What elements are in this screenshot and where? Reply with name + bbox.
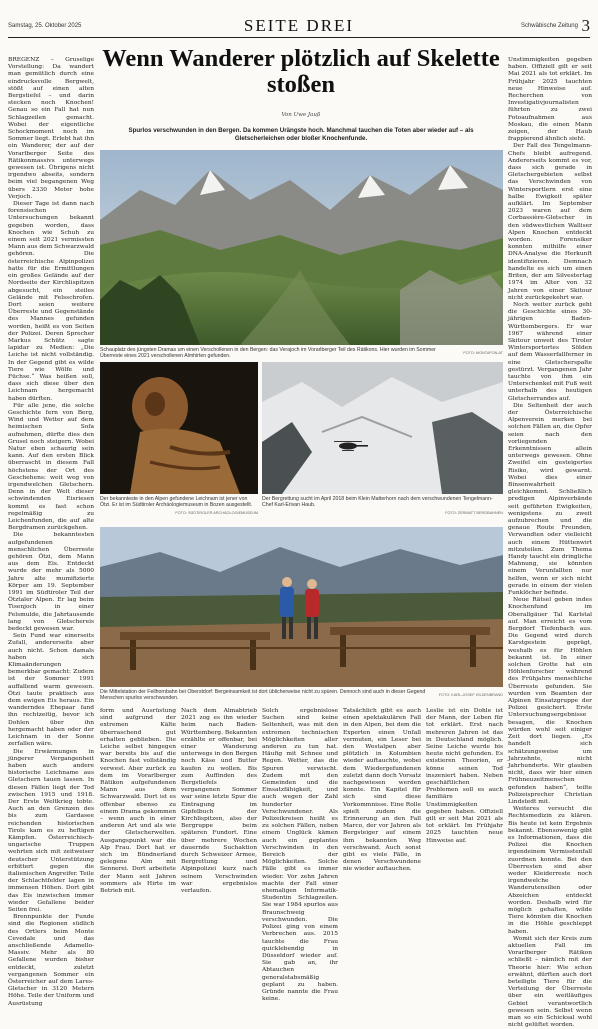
paragraph: Brennpunkte der Funde sind die Regionen südlich des Ortlers beim Monte Cevedale und das anschließende Adamello-Massiv. Mehr als 80 Gefallene wurden bisher entdeckt, zuletzt vergangenen Sommer ein Österreicher auf dem Lares-Gletscher in 3120 Metern Höhe. Teile der Uniform und Ausrüstung: [8, 914, 94, 1007]
photo-credit-heli: FOTO: ZERMATT BERGBAHNEN: [445, 511, 503, 515]
photo-caption-heli: Der Bergrettung sucht im April 2018 beim Klein Matterhorn nach dem verschwundenen Tengelmann-Chef Karl-Erivan Haub.: [262, 496, 493, 509]
helicopter-search-photo: [262, 362, 503, 494]
paragraph: Leslie ist ein Dohle ist der Mann, der Leben für tot erklärt. Erst nach mehreren Jahren ist das in Deutschland möglich.: [426, 708, 503, 743]
photo-credit-bench: FOTO: KARL-JOSEF HILDENBRAND: [438, 693, 503, 697]
paragraph: Tatsächlich gibt es auch einen spektakulären Fall in den Alpen, bei dem die Experten einen Unfall vermuten, ein Leser bei den Westalpen aber plötzlich in Kolumbien wieder auftauchte, wobei dem Wiedergefundenen zuletzt dann doch Vorsatz nachgewiesen werden konnte. Ein Kapitel für sich sind diese Vorkommnisse.: [343, 708, 421, 808]
photo-credit-oetzi: FOTO: SÜDTIROLER ARCHÄOLOGIEMUSEUM: [175, 511, 258, 515]
oetzi-mummy-photo: [100, 362, 258, 494]
page-number: 3: [581, 16, 590, 35]
hikers-on-terrace-image: [100, 527, 503, 687]
article-column-5: [343, 708, 421, 873]
paragraph: Die bekanntesten aufgefundenen menschlichen Überreste gehören Ötzi, dem Mann aus dem Eis. Entdeckt wurde der mehr als 5000 Jahre alte mumifizierte Körper am 19. September 1991 im Südtiroler Teil der Ötztaler Alpen. Er lag beim Tisenjoch in einer Felsmulde, die Jahrtausende lang von Gletschereis bedeckt gewesen war.: [8, 532, 94, 633]
paragraph: Neue Rätsel geben indes Knochenfund im Oberallgäuer Tal Karlstal auf. Man erreicht es vom Bergdorf Tiefenbach aus. Die Gegend wird durch Karstgestein geprägt, weshalb es für Höhlen bekannt ist. In einer solchen Grotte hat ein Höhlenforscher während des Frühjahrs menschliche Überreste gefunden. Sie wurden von Beamten der Alpinen Einsatzgruppe der Polizei gesichert. Erste Untersuchungsergebnisse besagen, die Knochen würden wohl seit einiger Zeit dort liegen. „Es handelt sich schätzungsweise um Jahrzehnte, nicht Jahrhunderte. Wir glauben nicht, dass wir hier einen Frühneuzeitmenschen gefunden haben“, teilte Polizeisprecher Christian Lindstedt mit.: [508, 597, 592, 805]
snowy-mountain-helicopter-image: [262, 362, 503, 494]
paragraph: Aber zurück zu dem im Vorarlberger Rätikon aufgefundenen Mann aus dem Schwarzwald. Dort ist es offenbar ebenso zu einem Drama gekommen – wenn auch in einer anderen Art und als wie der Gletscherwelten. Ausgangspunkt war die Alp Frau. Dort hat er sich im Bündnerland gelegene Alm mit Sennerei. Dort arbeitete der Mann seit Jahren sommers als Hirte im Betrieb mit.: [100, 765, 176, 895]
paragraph: Weiteres versucht die Rechtsmedizin zu klären. Bis heute ist kein Ergebnis bekannt. Ebensowenig gibt es Informationen, dass die Polizei die Knochen irgendeinem Vermisstenfall zuordnen konnte. Bei den Überresten sind aber weder Kleiderreste noch irgendwelche Wanderutensilien oder Abzeichen entdeckt worden. Deshalb wird für möglich gehalten, wilde Tiere könnten die Knochen in die Höhle geschleppt haben.: [508, 806, 592, 935]
page-header: [8, 16, 590, 38]
photo-caption-bench: Die Mittelstation der Fellhornbahn bei Oberstdorf: Bergeinsamkeit ist dort üblicherweise nicht zu spüren. Dennoch sind auch in dieser Gegend Menschen spurlos verschwunden.: [100, 689, 426, 702]
photo-caption-main: Schauplatz des jüngsten Dramas um einen Verschollenen in den Bergen: das Verajoch im Vorarlberger Teil des Rätikons. Hier wurden im Sommer Überreste eines 2021 verschollenen Almhirten gefunden.: [100, 347, 436, 360]
paragraph: Der Fall des Tengelmann-Chefs bleibt aufregend. Andererseits kommt es vor, dass sich gerade in Gletschergebieten selbst das Verschwinden von Wintersportlern erst eine halbe Ewigkeit später aufklärt. Im September 2023 waren auf dem Corbassière-Gletscher in den südwestlichen Walliser Alpen Knochen entdeckt worden. Forensiker konnten mithilfe einer DNA-Analyse die Herkunft identifizieren. Demnach handelte es sich um einen Briten, der am Silvestertag 1974 im Alter von 32 Jahren von einer Skitour nicht zurückgekehrt war.: [508, 143, 592, 301]
paragraph: Eine Rolle spielt zudem die Erinnerung an den Fall Marco, der vor Jahren als Bergsteiger auf einem ihm bekannten Weg verschwand. Auch sonst gibt es viele Fälle, in denen Verschwundene nie wieder auftauchen.: [343, 801, 421, 873]
article-column-4: [262, 708, 338, 1003]
paragraph: Unstimmigkeiten gegeben haben. Offiziell gilt er seit Mai 2021 als tot erklärt. Im Frühjahr 2025 tauchten neue Hinweise auf. Recherchen von Investigativjournalisten führten zu zwei Fotoaufnahmen aus Moskau, die einen Mann zeigen, der Haub frappierend ähnlich sieht.: [508, 57, 592, 143]
section-title: SEITE DREI: [243, 16, 355, 35]
paragraph: Als Polizeikreisen heißt es zu solchen Fällen, neben einem Unglück kämen auch ein geplantes Verschwinden in den Bereich der Möglichkeiten. Solche Fälle gibt es immer wieder. Vor zehn Jahren machte der Fall einer ehemaligen Informatik-Studentin Schlagzeilen. Sie war 1984 spurlos aus Braunschweig verschwunden. Die Polizei ging von einem Verbrechen aus. 2015 tauchte die Frau quicklebendig in Düsseldorf wieder auf. Sie gab an, ihr Abtauchen generalstabsmäßig geplant zu haben. Gründe nannte die Frau keine.: [262, 808, 338, 1003]
article-headline: Wenn Wanderer plötzlich auf Skelette stoßen: [102, 45, 500, 98]
paragraph: Dieser Tage ist dann nach forensischen Untersuchungen bekannt gegeben worden, dass Knochen wie Schuh zu einem seit 2021 vermissten Mann aus dem Schwarzwald gehören. Die österreichische Alpinpolizei hatte für die Ermittlungen ein großes Gelände auf der Nordseite der Kirchlispitzen abgesucht, ein steiles Gelände mit Felsschrofen. Dort seien weitere Überreste und Gegenstände des Mannes gefunden worden, heißt es von Seiten der Polizei. Deren Sprecher Markus Schütz sagte lapidar zu Medien: „Die Leiche ist nicht vollständig. In der Gegend gibt es wilde Tiere wie Wölfe und Füchse.“ Was heißen soll, dass sich diese über den Leichnam hergemacht haben dürften.: [8, 201, 94, 402]
mummy-image: [100, 362, 258, 494]
paragraph: Unstimmigkeiten gegeben haben. Offiziell gilt er seit Mai 2021 als tot erklärt. Im Frühjahr 2025 tauchten neue Hinweise auf.: [426, 801, 503, 844]
article-column-6: [426, 708, 503, 868]
paragraph: Noch weiter zurück geht die Geschichte eines 30-jährigen Baden-Württembergers. Er war 1967 während einer Skitour unweit des Tiroler Wintersportortes Sölden auf dem Wasserfallferner in eine Gletscherspalte gestürzt. Vergangenen Jahr tauchte von ihm ein Unterschenkel mit Fuß weit unterhalb des heutigen Gletscherrandes auf.: [508, 301, 592, 402]
byline: Von Uwe Jauß: [281, 112, 321, 118]
paragraph: Solch ergebnislose Suchen sind keine Seltenheit, was mit den extremen technischen Möglichkeiten aller anderen zu tun hat. Häufig mit Schnee und Regen. Wetter, das die Spuren verwischt. Zudem mit den Gemeinden und die Einsatzfähigkeit, und auch wegen der Zahl hunderter Verschwundener.: [262, 708, 338, 815]
paragraph: Seine Leiche wurde bis heute nicht gefunden. Es existieren Theorien, er könne seinen Tod inszeniert haben. Neben geschäftlichen Problemen soll es auch familiäre: [426, 744, 503, 801]
paragraph: BREGENZ – Gruselige Vorstellung: Da wandert man gemütlich durch eine eindrucksvolle Bergwelt, stößt auf einen alten Bergstiefel – und darin stecken noch Knochen! Genau so ein Fall hat nun Schlagzeilen gemacht. Wobei der eigentliche Schockmoment noch im Sommer liegt. Erlebt hat ihn ein Wanderer, der auf der Vorarlberger Seite des Rätikonmassivs unterwegs gewesen ist. Übrigens nicht irgendwo abseits, sondern beim viel begangenen Weg übers 2330 Meter hohe Verjoch.: [8, 57, 94, 200]
paragraph: Die Seltenheit der auch der Österreichische Alpenverein merken bei solchen Fällen an, die Opfer seien nach den vorliegenden Erkenntnissen allein unterwegs gewesen. Ohne Zweifel ein gesteigertes Risiko, wird gewarnt. Wobei dies einer Binsenwahrheit gleichkommt. Schließlich predigen Alpinverbände seit geführten Ewigkeiten, wenigstens zu zweit aufzubrechen und die genaue Route Freunden, Verwandten oder vielleicht auch einem Hüttenwirt mitzuteilen. Zum Thema Handy taucht ein dringliche Mahnung, sie könnten einem Verunfallten nur helfen, wenn er sich nicht gerade in einem der vielen Funklöcher befinde.: [508, 402, 592, 597]
article-column-right: [508, 57, 592, 1029]
paragraph: Womit sich der Kreis zum aktuellen Fall im Vorarlberger Rätikon schließt – nämlich mit der Theorie hier: Wie schon erwähnt, dürften auch dort beteiligte Tiere für die Verteilung der Überreste über ein weitläufiges Gebiet verantwortlich gewesen sein. Selbst wenn man so ein Schicksal wohl nicht gelüftet worden.: [508, 935, 592, 1029]
paragraph: Sein Fund war einerseits Zufall, andererseits aber auch nicht. Schon damals haben sich Klimaänderungen bemerkbar gemacht: Zudem ist der Sommer 1991 auffallend warm gewesen. Ötzi taute praktisch aus dem ewigen Eis heraus. Ein wanderndes Ehepaar fand ihn rechtzeitig, bevor ich Dohlen über ihn hergemacht haben oder der Leichnam in der Sonne zerfallen wäre.: [8, 633, 94, 748]
mountain-landscape-image: [100, 150, 503, 345]
paragraph: Nach dem Almabtrieb 2021 zog es ihn wieder heim nach Baden-Württemberg. Bekannten erzählte er offenbar, bei einer Wanderung unterwegs in den Bergen noch Käse und Butter kaufen zu wollen. Bis zum Auffinden des Bergstiefels vergangenen Sommer war seine letzte Spur die Eintragung im Gipfelbuch der Kirchlispitzen, also der Bergruppe beim späteren Fundort. Eine über mehrere Wochen dauernde Suchaktion durch Schweizer Armee, Bergrettung und Alpinpolizei kurz nach seinem Verschwinden war ergebnislos verlaufen.: [181, 708, 257, 895]
article-column-1: [8, 57, 94, 1007]
paragraph: form und Ausrüstung sind aufgrund der extremen Kälte überraschend gut erhalten geblieben. Die Leiche selbst hingegen war bereits bis auf die Knochen fast vollständig verwest.: [100, 708, 176, 772]
photo-caption-oetzi: Der bekannteste in den Alpen gefundene Leichnam ist jener von Ötzi. Er ist im Südtiroler Archäologiemuseum in Bozen ausgestellt.: [100, 496, 253, 509]
fellhorn-bench-photo: [100, 527, 503, 687]
article-column-2: [100, 708, 176, 895]
paragraph: Die Erwärmungen in jüngerer Vergangenheit haben auch andere historische Leichname aus Gletschern tauen lassen. In diesen Fällen liegt der Tod zwischen 1915 und 1918. Der Erste Weltkrieg tobte. Auch an den Grenzen des bis zum Gardasee reichenden historischen Tirols kam es zu heftigen Kämpfen. Österreichisch-ungarische Truppen wehrten sich mit zeitweiser deutscher Unterstützung erbittert gegen die italienischen Angreifer. Teile der Schlachtfelder lagen in immensen Höhen. Dort gibt das Eis inzwischen immer wieder Gefallene beider Seiten frei.: [8, 748, 94, 913]
article-column-3: [181, 708, 257, 895]
article-lead: Spurlos verschwunden in den Bergen. Da kommen Urängste hoch. Manchmal tauchen die Toten aber wieder auf – als Gletscherleichen oder bloßer Knochenfunde.: [128, 127, 474, 142]
photo-credit-main: FOTO: MONTAFON.AT: [463, 351, 503, 355]
newspaper-name: Schwäbische Zeitung: [520, 23, 578, 29]
issue-date: Samstag, 25. Oktober 2025: [8, 23, 82, 29]
paragraph: Für alle jene, die solche Geschichte fern von Berg, Wind und Wetter auf dem heimischen Sofa aufnehmen, dürfte dies den Grusel noch steigern. Wobei Natur eben schaurig sein kann. Auf den ersten Blick überrascht in diesem Fall höchstens der Ort des Geschehens: weit weg von irgendwelchen Gletschern. Denn in der Welt dieser schwindenden Eisriesen kommt es fast schon regelmäßig zu Leichenfunden, die auf alte Bergdramen zurückgehen.: [8, 402, 94, 532]
mountain-valley-photo: [100, 150, 503, 345]
